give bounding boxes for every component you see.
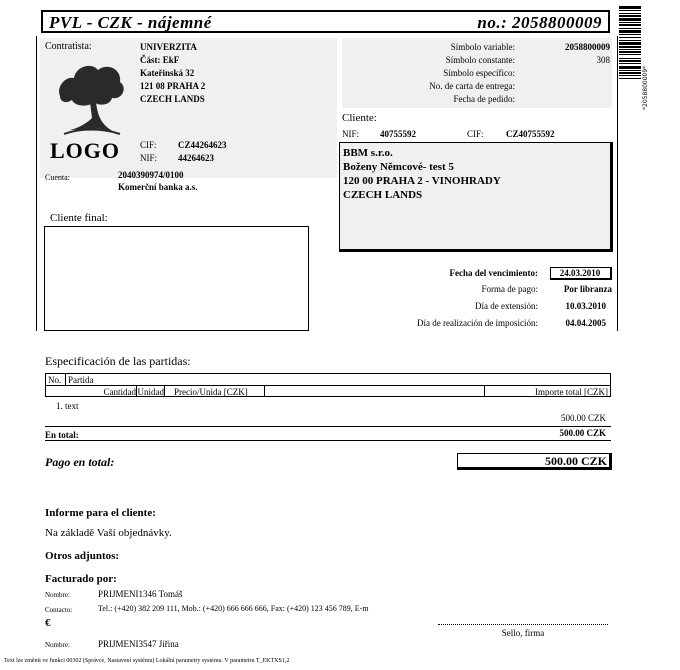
col-divider [65,374,66,385]
barcode-image [619,6,641,154]
col-divider [484,385,485,397]
col-price: Precio/Unida [CZK] [174,387,248,397]
symbol-value: 308 [596,55,610,65]
col-item: Partida [68,375,94,385]
final-client-box [44,226,309,331]
barcode-bar [619,30,641,33]
supplier-address [140,41,205,106]
barcode-bar [619,70,641,71]
signature-line [438,624,608,625]
final-client-label: Cliente final: [50,212,108,224]
col-unit: Unidad [137,387,164,397]
col-qty: Cantidad [103,387,136,397]
barcode-bar [619,40,641,41]
sum-divider [45,440,611,441]
symbol-label: Símbolo específico: [443,68,515,78]
barcode-bar [619,28,641,29]
sum-label: En total: [45,430,79,440]
info-label: Informe para el cliente: [45,507,156,519]
title-box [41,10,610,33]
client-nif: 40755592 [380,129,416,139]
col-divider [164,385,165,397]
supplier-nif-label: NIF: [140,153,158,163]
payment-method-value: Por libranza [563,284,612,294]
logo-text: LOGO [50,138,121,163]
payment-total-value: 500.00 CZK [544,454,607,468]
payment-method-label: Forma de pago: [481,284,538,294]
supplier-label: Contratista: [45,41,92,52]
symbol-label: Fecha de pedido: [453,94,515,104]
client-line: BBM s.r.o. [343,147,393,159]
billed-name2: PRIJMENI3547 Jiřina [98,639,179,649]
barcode-bar [619,37,641,38]
barcode-bar [619,63,641,64]
barcode-bar [619,24,641,26]
document-title: PVL - CZK - nájemné [49,13,212,32]
barcode-bar [619,6,641,9]
billed-label: Facturado por: [45,573,117,585]
symbol-value [515,93,610,106]
client-cif: CZ40755592 [506,129,555,139]
supplier-line: 121 08 PRAHA 2 [140,81,206,91]
client-line: 120 00 PRAHA 2 - VINOHRADY [343,175,501,187]
symbol-row [380,41,610,54]
items-table-header [45,373,611,397]
contact-text: Tel.: (+420) 382 209 111, Mob.: (+420) 666 666 666, Fax: (+420) 123 456 789, E-m [98,604,369,613]
client-nif-label: NIF: [342,129,360,139]
symbol-value: 2058800009 [565,42,610,52]
billed-name: PRIJMENI1346 Tomáš [98,589,183,599]
supplier-nif: 44264623 [178,153,214,163]
barcode-bar [619,15,641,17]
symbol-value [515,67,610,80]
supplier-cif-label: CIF: [140,140,157,150]
barcode-bar [619,10,641,11]
barcode-bar [619,66,641,69]
symbols-list [380,41,610,106]
barcode-bar [619,49,641,50]
issue-date-value: 10.03.2010 [565,301,606,311]
col-total: Importe total [CZK] [535,387,608,397]
barcode-text: *2058800009* [642,65,649,110]
info-text: Na základě Vaší objednávky. [45,527,172,539]
barcode-bar [619,18,641,21]
items-title: Especificación de las partidas: [45,354,191,368]
issue-date-label: Día de extensión: [475,301,538,311]
header-divider [46,385,610,386]
barcode-bar [619,58,641,59]
symbol-label: Símbolo variable: [450,42,515,52]
footer-note: Text lze změnit ve funkci 00302 (Správce, Nastavení systému) Lokální parametry systému. V parametru T_EKTXS1,2 [4,658,290,664]
client-address [343,146,501,202]
barcode-bar [619,42,641,45]
supplier-line: CZECH LANDS [140,94,205,104]
col-divider [264,385,265,397]
due-date-value: 24.03.2010 [559,268,601,278]
account-number: 2040390974/0100 [118,170,184,180]
barcode-bar [619,54,641,55]
supplier-line: UNIVERZITA [140,42,197,52]
tax-date-label: Día de realización de imposición: [417,318,538,328]
payment-total-label: Pago en total: [45,455,115,469]
client-line: CZECH LANDS [343,189,423,201]
others-label: Otros adjuntos: [45,550,120,562]
barcode-bar [619,72,641,74]
client-label: Cliente: [342,112,377,124]
barcode-bar [619,75,641,76]
billed-name2-label: Nombre: [45,641,70,649]
item-text: 1. text [56,401,79,411]
barcode-bar [619,60,641,62]
supplier-cif: CZ44264623 [178,140,227,150]
barcode-bar [619,34,641,35]
contact-label: Contacto: [45,606,73,614]
barcode-bar [619,46,641,48]
stamp-label: Sello, firma [501,628,545,638]
barcode-bar [619,78,641,79]
symbol-row [380,93,610,106]
symbol-row [380,67,610,80]
col-no: No. [48,375,62,385]
client-cif-label: CIF: [467,129,484,139]
symbol-value [515,80,610,93]
symbol-row [380,80,610,93]
items-divider [45,426,611,427]
currency-symbol: € [45,617,51,629]
barcode-bar [619,13,641,14]
supplier-line: Část: EkF [140,55,180,65]
bank-name: Komerční banka a.s. [118,182,198,192]
sum-value: 500.00 CZK [559,428,606,438]
symbol-label: No. de carta de entrega: [429,81,515,91]
account-label: Cuenta: [45,173,70,182]
tax-date-value: 04.04.2005 [565,318,606,328]
client-address-box [339,142,613,252]
document-number: no.: 2058800009 [477,13,602,32]
barcode-bar [619,22,641,23]
supplier-line: Kateřinská 32 [140,68,195,78]
billed-name-label: Nombre: [45,591,70,599]
due-date-label: Fecha del vencimiento: [449,268,538,278]
item-total: 500.00 CZK [561,413,606,423]
symbol-label: Símbolo constante: [445,55,515,65]
barcode-bar [619,51,641,53]
tree-logo-icon [56,58,128,136]
client-line: Boženy Němcové- test 5 [343,161,454,173]
symbol-row [380,54,610,67]
